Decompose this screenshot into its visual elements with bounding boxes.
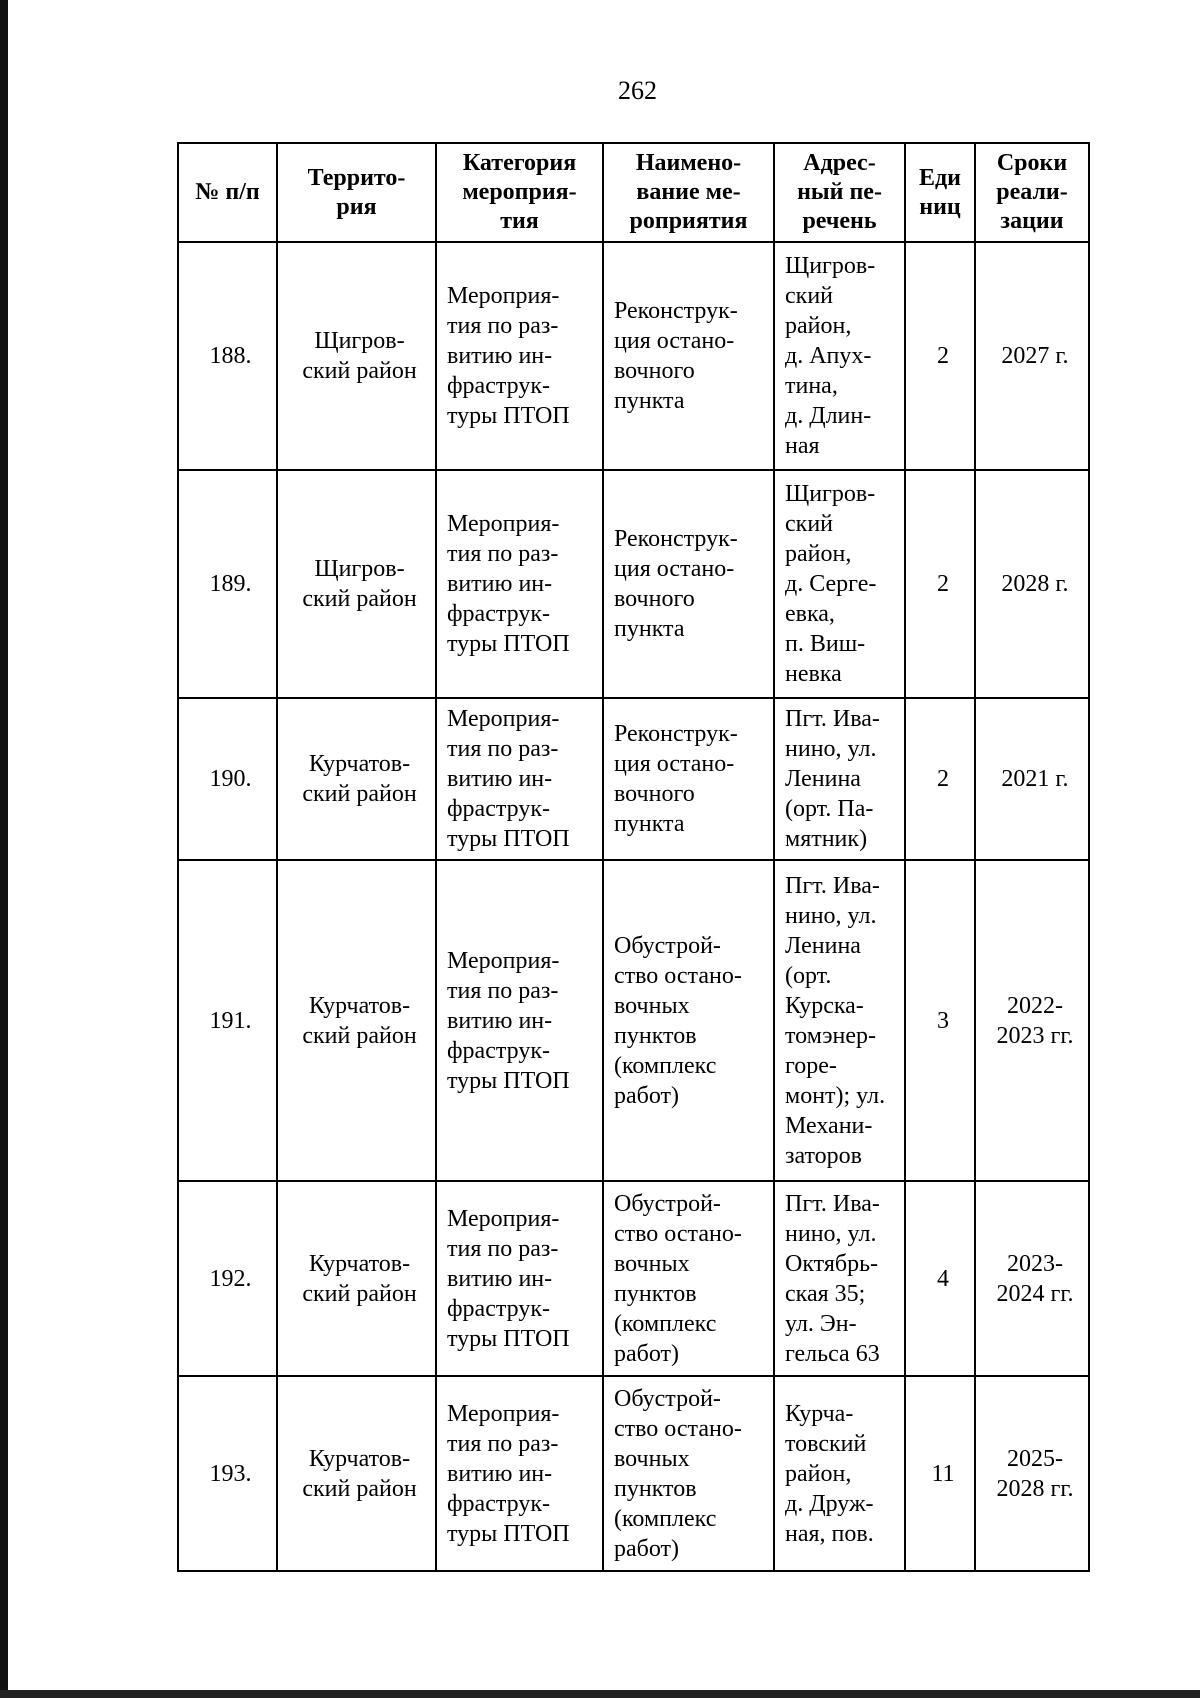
row-number: 193. <box>178 1376 277 1571</box>
row-category: Мероприя- тия по раз- витию ин- фраструк- туры ПТОП <box>436 1376 603 1571</box>
row-terms: 2028 г. <box>975 470 1089 698</box>
table-row <box>178 1376 1089 1571</box>
row-terms: 2022- 2023 гг. <box>975 860 1089 1181</box>
row-address: Щигров- ский район, д. Апух- тина, д. Длин- ная <box>774 242 905 470</box>
row-event-name: Обустрой- ство остано- вочных пунктов (комплекс работ) <box>603 1181 774 1376</box>
header-address: Адрес- ный пе- речень <box>774 143 905 242</box>
table-row <box>178 470 1089 698</box>
row-address: Пгт. Ива- нино, ул. Ленина (орт. Па- мятник) <box>774 698 905 860</box>
row-event-name: Обустрой- ство остано- вочных пунктов (комплекс работ) <box>603 1376 774 1571</box>
row-number: 192. <box>178 1181 277 1376</box>
row-category: Мероприя- тия по раз- витию ин- фраструк- туры ПТОП <box>436 860 603 1181</box>
row-units: 4 <box>905 1181 975 1376</box>
row-address: Пгт. Ива- нино, ул. Ленина (орт. Курска- томэнер- горе- монт); ул. Механи- заторов <box>774 860 905 1181</box>
row-territory: Курчатов- ский район <box>277 698 436 860</box>
row-units: 2 <box>905 242 975 470</box>
row-address: Щигров- ский район, д. Серге- евка, п. Виш- невка <box>774 470 905 698</box>
row-event-name: Обустрой- ство остано- вочных пунктов (комплекс работ) <box>603 860 774 1181</box>
table-row <box>178 242 1089 470</box>
header-units: Еди ниц <box>905 143 975 242</box>
row-address: Курча- товский район, д. Друж- ная, пов. <box>774 1376 905 1571</box>
row-address: Пгт. Ива- нино, ул. Октябрь- ская 35; ул. Эн- гельса 63 <box>774 1181 905 1376</box>
row-territory: Курчатов- ский район <box>277 1376 436 1571</box>
row-units: 2 <box>905 698 975 860</box>
table-row <box>178 860 1089 1181</box>
row-territory: Щигров- ский район <box>277 470 436 698</box>
table-row <box>178 698 1089 860</box>
row-territory: Курчатов- ский район <box>277 1181 436 1376</box>
row-units: 3 <box>905 860 975 1181</box>
header-territory: Террито- рия <box>277 143 436 242</box>
header-number: № п/п <box>178 143 277 242</box>
row-terms: 2027 г. <box>975 242 1089 470</box>
row-number: 188. <box>178 242 277 470</box>
header-event-name: Наимено- вание ме- роприятия <box>603 143 774 242</box>
row-number: 189. <box>178 470 277 698</box>
row-terms: 2021 г. <box>975 698 1089 860</box>
row-category: Мероприя- тия по раз- витию ин- фраструк- туры ПТОП <box>436 1181 603 1376</box>
row-number: 190. <box>178 698 277 860</box>
row-event-name: Реконструк- ция остано- вочного пункта <box>603 698 774 860</box>
events-table <box>177 142 1090 1572</box>
table-header-row <box>178 143 1089 242</box>
row-number: 191. <box>178 860 277 1181</box>
header-terms: Сроки реали- зации <box>975 143 1089 242</box>
row-event-name: Реконструк- ция остано- вочного пункта <box>603 242 774 470</box>
row-units: 2 <box>905 470 975 698</box>
row-category: Мероприя- тия по раз- витию ин- фраструк- туры ПТОП <box>436 470 603 698</box>
row-event-name: Реконструк- ция остано- вочного пункта <box>603 470 774 698</box>
row-category: Мероприя- тия по раз- витию ин- фраструк- туры ПТОП <box>436 242 603 470</box>
row-territory: Курчатов- ский район <box>277 860 436 1181</box>
row-units: 11 <box>905 1376 975 1571</box>
row-category: Мероприя- тия по раз- витию ин- фраструк- туры ПТОП <box>436 698 603 860</box>
row-terms: 2023- 2024 гг. <box>975 1181 1089 1376</box>
scan-edge-left <box>0 0 8 1698</box>
table-row <box>178 1181 1089 1376</box>
scan-edge-bottom <box>0 1690 1200 1698</box>
row-terms: 2025- 2028 гг. <box>975 1376 1089 1571</box>
header-category: Категория мероприя- тия <box>436 143 603 242</box>
row-territory: Щигров- ский район <box>277 242 436 470</box>
page-number: 262 <box>618 76 657 105</box>
